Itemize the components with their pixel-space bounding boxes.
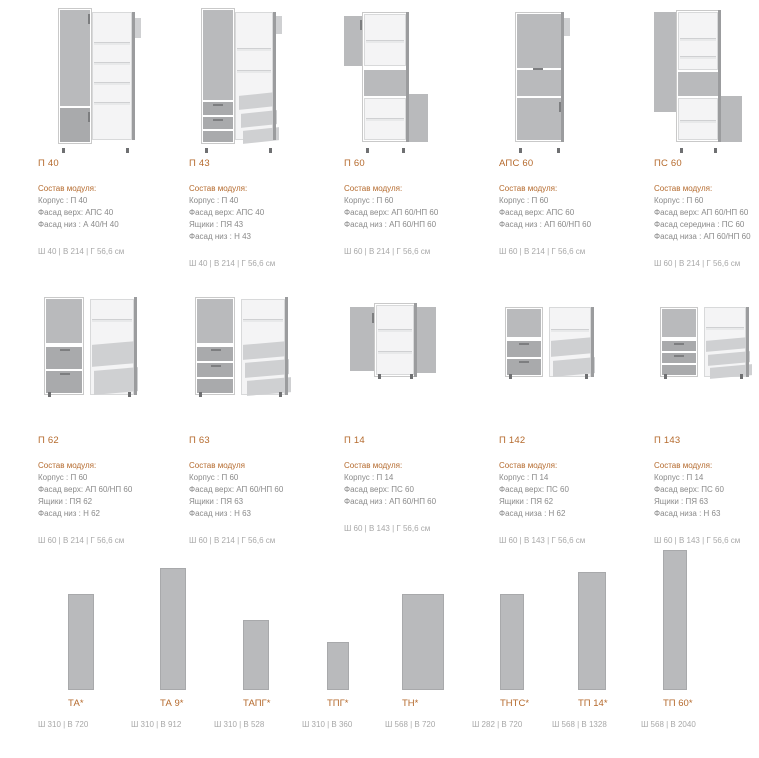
spec-line: Фасад низ : АП 60/НП 60 xyxy=(344,220,437,229)
cabinet-cell-p43 xyxy=(155,8,294,268)
panel-code: ТА 9* xyxy=(160,698,184,709)
cabinet-cell-aps60 xyxy=(465,8,604,268)
cabinet-code: П 14 xyxy=(344,435,365,446)
cabinet-row-2 xyxy=(0,285,759,545)
spec-line: Фасад низ : Н 63 xyxy=(189,509,251,518)
cabinet-dimensions: Ш 60 | В 214 | Г 56,6 см xyxy=(38,536,125,545)
spec-line: Фасад верх: АПС 40 xyxy=(38,208,114,217)
panel-code: ТПГ* xyxy=(327,698,349,709)
cabinet-code: П 40 xyxy=(38,158,59,169)
spec-title: Состав модуля: xyxy=(38,461,97,470)
spec-line: Корпус : П 40 xyxy=(38,196,88,205)
cabinet-code: П 63 xyxy=(189,435,210,446)
cabinet-drawing-p43 xyxy=(189,8,309,148)
cabinet-drawing-p14 xyxy=(344,285,464,425)
panel-slab xyxy=(578,572,606,690)
panel-dimensions: Ш 310 | В 360 xyxy=(302,720,353,729)
spec-title: Состав модуля: xyxy=(499,184,558,193)
cabinet-dimensions: Ш 60 | В 214 | Г 56,6 см xyxy=(189,536,276,545)
spec-line: Фасад низа : Н 63 xyxy=(654,509,721,518)
panel-code: ТП 60* xyxy=(663,698,693,709)
spec-title: Состав модуля: xyxy=(344,461,403,470)
panel-dimensions: Ш 568 | В 1328 xyxy=(552,720,607,729)
spec-line: Фасад верх: ПС 60 xyxy=(654,485,724,494)
cabinet-drawing-ps60 xyxy=(654,8,759,148)
spec-line: Фасад низ : Н 62 xyxy=(38,509,100,518)
panel-code: ТАПГ* xyxy=(243,698,271,709)
panel-slab xyxy=(500,594,524,690)
panel-dimensions: Ш 310 | В 720 xyxy=(38,720,89,729)
spec-line: Ящики : ПЯ 63 xyxy=(189,497,244,506)
spec-line: Фасад верх: ПС 60 xyxy=(499,485,569,494)
spec-title: Состав модуля: xyxy=(38,184,97,193)
spec-line: Фасад низа : Н 62 xyxy=(499,509,566,518)
cabinet-code: П 60 xyxy=(344,158,365,169)
cabinet-code: П 142 xyxy=(499,435,526,446)
cabinet-cell-p60 xyxy=(310,8,449,268)
spec-line: Фасад верх: АПС 40 xyxy=(189,208,265,217)
spec-line: Ящики : ПЯ 62 xyxy=(38,497,93,506)
panel-dimensions: Ш 310 | В 912 xyxy=(131,720,182,729)
panel-code: ТНТС* xyxy=(500,698,530,709)
cabinet-code: ПС 60 xyxy=(654,158,682,169)
cabinet-drawing-p142 xyxy=(499,285,619,425)
panel-slab xyxy=(402,594,444,690)
cabinet-cell-p14 xyxy=(310,285,449,545)
cabinet-code: П 43 xyxy=(189,158,210,169)
cabinet-dimensions: Ш 60 | В 214 | Г 56,6 см xyxy=(499,247,586,256)
spec-line: Корпус : П 60 xyxy=(654,196,704,205)
cabinet-code: АПС 60 xyxy=(499,158,534,169)
spec-line: Ящики : ПЯ 63 xyxy=(654,497,709,506)
cabinet-cell-p143 xyxy=(620,285,759,545)
panel-slab xyxy=(160,568,186,690)
cabinet-dimensions: Ш 60 | В 214 | Г 56,6 см xyxy=(654,259,741,268)
cabinet-drawing-p60 xyxy=(344,8,464,148)
spec-line: Ящики : ПЯ 43 xyxy=(189,220,244,229)
spec-line: Фасад низ : А 40/Н 40 xyxy=(38,220,119,229)
panel-slab xyxy=(243,620,269,690)
panel-dimensions: Ш 310 | В 528 xyxy=(214,720,265,729)
spec-line: Фасад низ : АП 60/НП 60 xyxy=(344,497,437,506)
spec-title: Состав модуля: xyxy=(499,461,558,470)
spec-line: Фасад верх: АП 60/НП 60 xyxy=(654,208,749,217)
spec-line: Фасад верх: АП 60/НП 60 xyxy=(189,485,284,494)
cabinet-drawing-p62 xyxy=(38,285,158,425)
spec-line: Корпус : П 60 xyxy=(344,196,394,205)
spec-line: Корпус : П 14 xyxy=(499,473,549,482)
cabinet-code: П 62 xyxy=(38,435,59,446)
spec-line: Фасад низ : АП 60/НП 60 xyxy=(499,220,592,229)
cabinet-cell-p40 xyxy=(0,8,139,268)
panel-slab xyxy=(327,642,349,690)
spec-title: Состав модуля: xyxy=(654,461,713,470)
spec-line: Фасад низ : Н 43 xyxy=(189,232,251,241)
spec-line: Фасад низа : АП 60/НП 60 xyxy=(654,232,751,241)
cabinet-code: П 143 xyxy=(654,435,681,446)
panel-dimensions: Ш 568 | В 720 xyxy=(385,720,436,729)
cabinet-dimensions: Ш 60 | В 143 | Г 56,6 см xyxy=(499,536,586,545)
spec-line: Фасад верх: АПС 60 xyxy=(499,208,575,217)
spec-title: Состав модуля: xyxy=(654,184,713,193)
panel-code: ТА* xyxy=(68,698,84,709)
cabinet-dimensions: Ш 40 | В 214 | Г 56,6 см xyxy=(189,259,276,268)
spec-line: Корпус : П 60 xyxy=(499,196,549,205)
cabinet-drawing-aps60 xyxy=(499,8,619,148)
spec-title: Состав модуля: xyxy=(189,184,248,193)
cabinet-cell-ps60 xyxy=(620,8,759,268)
cabinet-cell-p63 xyxy=(155,285,294,545)
panel-slab xyxy=(663,550,687,690)
spec-line: Корпус : П 14 xyxy=(654,473,704,482)
spec-line: Фасад верх: АП 60/НП 60 xyxy=(38,485,133,494)
cabinet-dimensions: Ш 60 | В 143 | Г 56,6 см xyxy=(344,524,431,533)
cabinet-row-1 xyxy=(0,8,759,268)
cabinet-dimensions: Ш 60 | В 143 | Г 56,6 см xyxy=(654,536,741,545)
cabinet-drawing-p40 xyxy=(38,8,158,148)
spec-line: Фасад верх: АП 60/НП 60 xyxy=(344,208,439,217)
cabinet-cell-p62 xyxy=(0,285,139,545)
spec-title: Состав модуля: xyxy=(344,184,403,193)
cabinet-cell-p142 xyxy=(465,285,604,545)
panel-code: ТН* xyxy=(402,698,419,709)
spec-line: Ящики : ПЯ 62 xyxy=(499,497,554,506)
spec-line: Фасад верх: ПС 60 xyxy=(344,485,414,494)
cabinet-drawing-p63 xyxy=(189,285,309,425)
spec-title: Состав модуля xyxy=(189,461,245,470)
panel-dimensions: Ш 282 | В 720 xyxy=(472,720,523,729)
panel-code: ТП 14* xyxy=(578,698,608,709)
panel-slab xyxy=(68,594,94,690)
cabinet-drawing-p143 xyxy=(654,285,759,425)
spec-line: Корпус : П 60 xyxy=(38,473,88,482)
spec-line: Корпус : П 14 xyxy=(344,473,394,482)
spec-line: Корпус : П 60 xyxy=(189,473,239,482)
panel-row xyxy=(0,548,759,748)
panel-dimensions: Ш 568 | В 2040 xyxy=(641,720,696,729)
spec-line: Корпус : П 40 xyxy=(189,196,239,205)
cabinet-dimensions: Ш 40 | В 214 | Г 56,6 см xyxy=(38,247,125,256)
cabinet-dimensions: Ш 60 | В 214 | Г 56,6 см xyxy=(344,247,431,256)
spec-line: Фасад середина : ПС 60 xyxy=(654,220,745,229)
